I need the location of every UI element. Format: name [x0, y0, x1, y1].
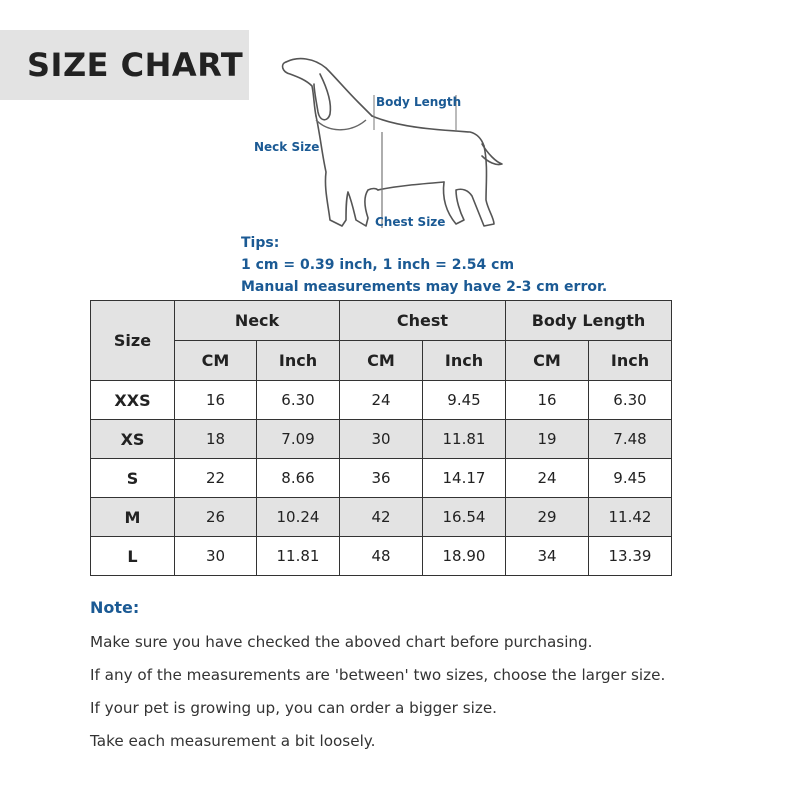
tips-block — [241, 232, 607, 298]
size-cell: S — [91, 459, 175, 498]
table-cell: 22 — [175, 459, 257, 498]
table-row — [91, 420, 672, 459]
size-cell: M — [91, 498, 175, 537]
table-cell: 7.48 — [589, 420, 672, 459]
dog-back-outline — [372, 116, 484, 146]
table-cell: 18 — [175, 420, 257, 459]
body-length-label: Body Length — [376, 95, 462, 109]
table-cell: 48 — [340, 537, 423, 576]
neck-size-label: Neck Size — [254, 140, 320, 154]
table-row — [91, 381, 672, 420]
table-cell: 9.45 — [589, 459, 672, 498]
note-title: Note: — [90, 598, 140, 617]
table-row — [91, 459, 672, 498]
table-cell: 7.09 — [257, 420, 340, 459]
size-cell: L — [91, 537, 175, 576]
table-cell: 11.42 — [589, 498, 672, 537]
note-line: Take each measurement a bit loosely. — [90, 732, 376, 750]
dog-belly-outline — [378, 182, 444, 190]
table-cell: 30 — [340, 420, 423, 459]
table-cell: 11.81 — [423, 420, 506, 459]
table-cell: 26 — [175, 498, 257, 537]
dog-front-outline — [316, 116, 378, 226]
tips-line-error: Manual measurements may have 2-3 cm error. — [241, 279, 608, 295]
table-cell: 11.81 — [257, 537, 340, 576]
title-banner — [0, 30, 249, 100]
table-cell: 16 — [175, 381, 257, 420]
body-length-group-header: Body Length — [506, 301, 672, 341]
note-line: If any of the measurements are 'between' two sizes, choose the larger size. — [90, 666, 666, 684]
table-row — [91, 537, 672, 576]
table-cell: 24 — [506, 459, 589, 498]
unit-header-inch: Inch — [423, 341, 506, 381]
table-cell: 9.45 — [423, 381, 506, 420]
size-table — [90, 300, 672, 576]
neck-group-header: Neck — [175, 301, 340, 341]
table-cell: 6.30 — [589, 381, 672, 420]
neck-measure-line — [316, 120, 366, 130]
table-cell: 13.39 — [589, 537, 672, 576]
chest-group-header: Chest — [340, 301, 506, 341]
table-cell: 36 — [340, 459, 423, 498]
tips-title: Tips: — [241, 235, 280, 251]
table-cell: 18.90 — [423, 537, 506, 576]
dog-head-outline — [286, 59, 372, 116]
chest-size-label: Chest Size — [375, 215, 446, 229]
table-row — [91, 498, 672, 537]
table-cell: 42 — [340, 498, 423, 537]
note-line: Make sure you have checked the aboved chart before purchasing. — [90, 633, 593, 651]
size-column-header: Size — [91, 301, 175, 381]
table-cell: 34 — [506, 537, 589, 576]
dog-snout-outline — [283, 62, 316, 116]
table-cell: 8.66 — [257, 459, 340, 498]
unit-header-cm: CM — [506, 341, 589, 381]
dog-ear-outline — [314, 74, 330, 120]
tips-line-conversion: 1 cm = 0.39 inch, 1 inch = 2.54 cm — [241, 257, 515, 273]
table-cell: 30 — [175, 537, 257, 576]
unit-header-cm: CM — [175, 341, 257, 381]
table-cell: 6.30 — [257, 381, 340, 420]
page-title: SIZE CHART — [27, 46, 244, 84]
unit-header-inch: Inch — [257, 341, 340, 381]
table-cell: 16.54 — [423, 498, 506, 537]
unit-header-inch: Inch — [589, 341, 672, 381]
note-line: If your pet is growing up, you can order a bigger size. — [90, 699, 497, 717]
size-cell: XXS — [91, 381, 175, 420]
dog-rear-leg-outline — [444, 146, 495, 226]
table-cell: 10.24 — [257, 498, 340, 537]
unit-header-cm: CM — [340, 341, 423, 381]
size-cell: XS — [91, 420, 175, 459]
table-cell: 19 — [506, 420, 589, 459]
table-cell: 16 — [506, 381, 589, 420]
note-block — [90, 598, 665, 758]
table-cell: 24 — [340, 381, 423, 420]
table-cell: 14.17 — [423, 459, 506, 498]
table-cell: 29 — [506, 498, 589, 537]
